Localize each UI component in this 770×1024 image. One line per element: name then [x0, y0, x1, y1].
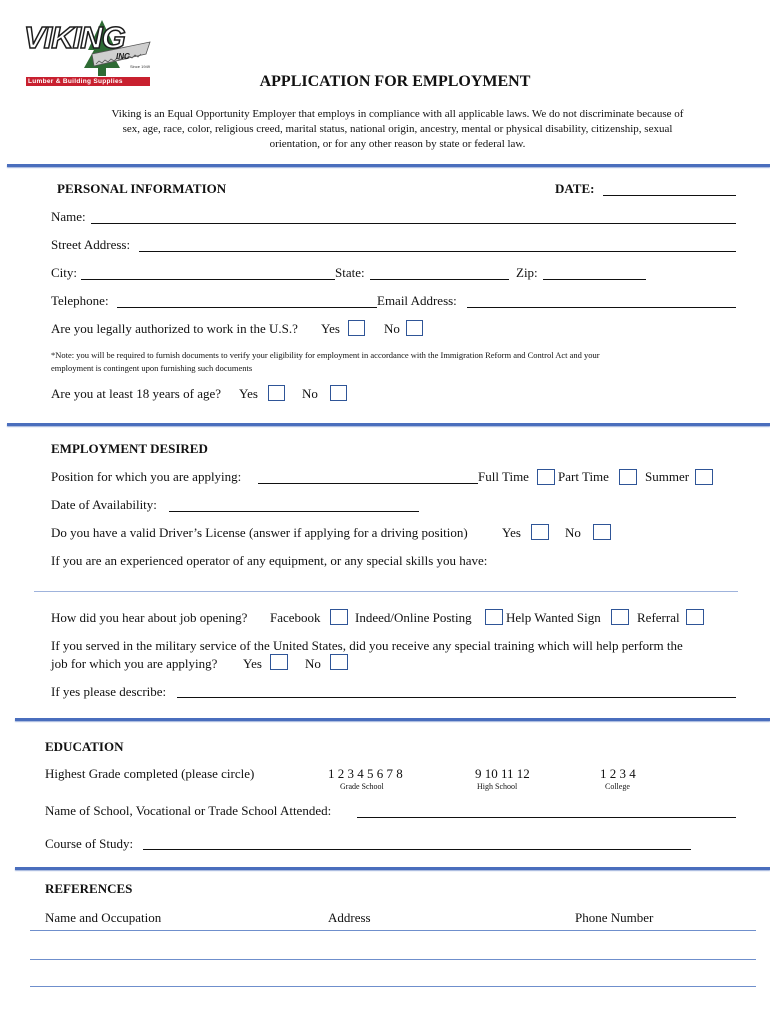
skills-field[interactable] — [34, 591, 738, 592]
section-divider — [15, 867, 770, 870]
zip-field[interactable] — [543, 279, 646, 280]
date-label: DATE: — [555, 181, 595, 196]
help-wanted-checkbox[interactable] — [611, 609, 629, 625]
position-label: Position for which you are applying: — [51, 469, 242, 484]
license-yes-label: Yes — [502, 525, 521, 540]
name-label: Name: — [51, 209, 86, 224]
education-heading: EDUCATION — [45, 739, 124, 754]
work-auth-yes-checkbox[interactable] — [348, 320, 365, 336]
form-title: APPLICATION FOR EMPLOYMENT — [259, 73, 531, 90]
military-no-label: No — [305, 656, 321, 671]
grade-school-caption: Grade School — [340, 782, 384, 791]
age-yes-label: Yes — [239, 386, 258, 401]
course-of-study-label: Course of Study: — [45, 836, 134, 851]
referral-label: Referral — [637, 610, 680, 625]
section-divider — [7, 423, 770, 426]
license-no-label: No — [565, 525, 581, 540]
summer-label: Summer — [645, 469, 690, 484]
describe-label: If yes please describe: — [51, 684, 167, 699]
referral-source-question: How did you hear about job opening? — [51, 610, 248, 625]
part-time-label: Part Time — [558, 469, 609, 484]
military-question-line1: If you served in the military service of the United States, did you receive any special training which will help perform the — [51, 638, 683, 653]
reference-row-line[interactable] — [30, 986, 756, 987]
highest-grade-label: Highest Grade completed (please circle) — [45, 766, 255, 781]
work-authorization-question: Are you legally authorized to work in the U.S.? — [51, 321, 298, 336]
age-question: Are you at least 18 years of age? — [51, 386, 222, 401]
part-time-checkbox[interactable] — [619, 469, 637, 485]
facebook-checkbox[interactable] — [330, 609, 348, 625]
street-label: Street Address: — [51, 237, 131, 252]
summer-checkbox[interactable] — [695, 469, 713, 485]
state-label: State: — [335, 265, 365, 280]
skills-question: If you are an experienced operator of any equipment, or any special skills you have: — [51, 553, 488, 568]
high-school-numbers[interactable]: 9 10 11 12 — [475, 766, 530, 781]
logo-brand: VIKING — [24, 20, 125, 55]
availability-label: Date of Availability: — [51, 497, 157, 512]
ref-col-address: Address — [328, 910, 371, 925]
help-wanted-label: Help Wanted Sign — [506, 610, 601, 625]
age-no-checkbox[interactable] — [330, 385, 347, 401]
describe-field[interactable] — [177, 697, 736, 698]
reference-row-line[interactable] — [30, 930, 756, 931]
eeo-statement-line3: orientation, or for any other reason by state or federal law. — [269, 138, 526, 150]
military-question-line2: job for which you are applying? — [51, 656, 218, 671]
logo-since: Since 1949 — [130, 64, 151, 69]
street-field[interactable] — [139, 251, 736, 252]
military-no-checkbox[interactable] — [330, 654, 348, 670]
ref-col-phone: Phone Number — [575, 910, 654, 925]
school-name-label: Name of School, Vocational or Trade School Attended: — [45, 803, 332, 818]
eeo-statement-line1: Viking is an Equal Opportunity Employer that employs in compliance with all applicable laws. We do not discriminate because of — [111, 108, 684, 120]
references-heading: REFERENCES — [45, 881, 133, 896]
indeed-checkbox[interactable] — [485, 609, 503, 625]
email-label: Email Address: — [377, 293, 457, 308]
personal-info-heading: PERSONAL INFORMATION — [57, 181, 227, 196]
name-field[interactable] — [91, 223, 736, 224]
eeo-statement-line2: sex, age, race, color, religious creed, marital status, national origin, ancestry, mental or physical disability, citizenship, sexual — [122, 123, 673, 135]
age-no-label: No — [302, 386, 318, 401]
work-auth-yes-label: Yes — [321, 321, 340, 336]
college-numbers[interactable]: 1 2 3 4 — [600, 766, 636, 781]
full-time-label: Full Time — [478, 469, 529, 484]
section-divider — [7, 164, 770, 167]
drivers-license-question: Do you have a valid Driver’s License (answer if applying for a driving position) — [51, 525, 468, 540]
grade-school-numbers[interactable]: 1 2 3 4 5 6 7 8 — [328, 766, 403, 781]
facebook-label: Facebook — [270, 610, 321, 625]
school-name-field[interactable] — [357, 817, 736, 818]
work-auth-no-label: No — [384, 321, 400, 336]
military-yes-checkbox[interactable] — [270, 654, 288, 670]
section-divider — [15, 718, 770, 721]
college-caption: College — [605, 782, 630, 791]
availability-field[interactable] — [169, 511, 419, 512]
employment-desired-heading: EMPLOYMENT DESIRED — [51, 441, 208, 456]
work-auth-no-checkbox[interactable] — [406, 320, 423, 336]
referral-checkbox[interactable] — [686, 609, 704, 625]
telephone-field[interactable] — [117, 307, 377, 308]
city-label: City: — [51, 265, 78, 280]
reference-row-line[interactable] — [30, 959, 756, 960]
telephone-label: Telephone: — [51, 293, 109, 308]
date-field[interactable] — [603, 195, 736, 196]
indeed-label: Indeed/Online Posting — [355, 610, 472, 625]
license-no-checkbox[interactable] — [593, 524, 611, 540]
logo-tagline: Lumber & Building Supplies — [28, 77, 123, 85]
logo-suffix: INC — [116, 52, 130, 61]
course-of-study-field[interactable] — [143, 849, 691, 850]
immigration-note-line2: employment is contingent upon furnishing such documents — [51, 363, 253, 373]
military-yes-label: Yes — [243, 656, 262, 671]
state-field[interactable] — [370, 279, 509, 280]
email-field[interactable] — [467, 307, 736, 308]
city-field[interactable] — [81, 279, 335, 280]
position-field[interactable] — [258, 483, 478, 484]
high-school-caption: High School — [477, 782, 518, 791]
zip-label: Zip: — [516, 265, 538, 280]
full-time-checkbox[interactable] — [537, 469, 555, 485]
license-yes-checkbox[interactable] — [531, 524, 549, 540]
immigration-note-line1: *Note: you will be required to furnish documents to verify your eligibility for employment in accordance with the Immigration Reform and Control Act and your — [51, 350, 600, 360]
ref-col-name: Name and Occupation — [45, 910, 162, 925]
age-yes-checkbox[interactable] — [268, 385, 285, 401]
